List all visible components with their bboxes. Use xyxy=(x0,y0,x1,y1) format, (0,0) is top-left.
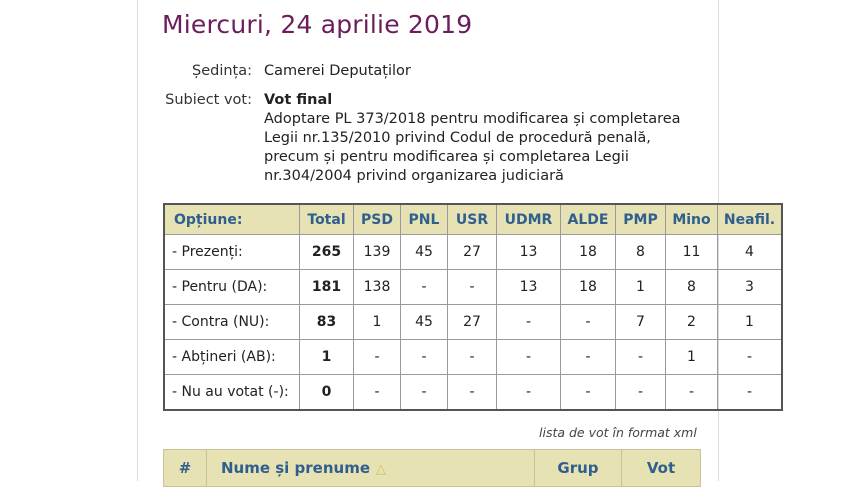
cell-udmr: - xyxy=(497,340,561,375)
cell-alde: - xyxy=(561,375,616,411)
cell-mino: 1 xyxy=(666,340,718,375)
cell-usr: 27 xyxy=(448,235,497,270)
subject-line-2: Legii nr.135/2010 privind Codul de procedură penală, xyxy=(264,130,651,146)
col-header-neafil: Neafil. xyxy=(718,204,783,235)
cell-usr: - xyxy=(448,270,497,305)
col-header-psd: PSD xyxy=(354,204,401,235)
row-option-label: - Contra (NU): xyxy=(164,305,300,340)
cell-neafil: 3 xyxy=(718,270,783,305)
cell-pnl: - xyxy=(401,375,448,411)
cell-pmp: 8 xyxy=(616,235,666,270)
cell-pnl: 45 xyxy=(401,235,448,270)
cell-psd: 1 xyxy=(354,305,401,340)
col-header-total: Total xyxy=(300,204,354,235)
table-row xyxy=(164,235,782,270)
cell-neafil: 4 xyxy=(718,235,783,270)
subject-line-1: Adoptare PL 373/2018 pentru modificarea și completarea xyxy=(264,111,681,127)
cell-total: 83 xyxy=(300,305,354,340)
session-value: Camerei Deputaților xyxy=(264,63,411,79)
col-header-pmp: PMP xyxy=(616,204,666,235)
cell-neafil: - xyxy=(718,340,783,375)
col-header-alde: ALDE xyxy=(561,204,616,235)
cell-pmp: 1 xyxy=(616,270,666,305)
row-option-label: - Pentru (DA): xyxy=(164,270,300,305)
vote-meta xyxy=(140,62,710,196)
cell-total: 265 xyxy=(300,235,354,270)
cell-mino: - xyxy=(666,375,718,411)
page-border-left xyxy=(137,0,138,481)
xml-list-link[interactable]: lista de vot în format xml xyxy=(539,425,697,440)
col-header-option: Opțiune: xyxy=(164,204,300,235)
cell-udmr: 13 xyxy=(497,270,561,305)
table-row xyxy=(164,270,782,305)
cell-pnl: - xyxy=(401,340,448,375)
cell-psd: 138 xyxy=(354,270,401,305)
col-header-name-label: Nume și prenume xyxy=(221,459,371,477)
sort-ascending-icon[interactable]: △ xyxy=(376,462,387,477)
cell-alde: 18 xyxy=(561,235,616,270)
page-title: Miercuri, 24 aprilie 2019 xyxy=(162,10,473,39)
subject-label: Subiect vot: xyxy=(165,92,252,108)
cell-pmp: 7 xyxy=(616,305,666,340)
cell-udmr: - xyxy=(497,305,561,340)
subject-value xyxy=(252,91,710,186)
cell-mino: 11 xyxy=(666,235,718,270)
cell-udmr: 13 xyxy=(497,235,561,270)
row-option-label: - Nu au votat (-): xyxy=(164,375,300,411)
cell-usr: 27 xyxy=(448,305,497,340)
cell-total: 0 xyxy=(300,375,354,411)
cell-neafil: - xyxy=(718,375,783,411)
col-header-number: # xyxy=(164,450,207,487)
subject-line-4: nr.304/2004 privind organizarea judiciară xyxy=(264,168,564,184)
session-row xyxy=(140,62,710,81)
cell-psd: - xyxy=(354,375,401,411)
cell-total: 1 xyxy=(300,340,354,375)
session-label: Ședința: xyxy=(191,63,252,79)
cell-udmr: - xyxy=(497,375,561,411)
table-row xyxy=(164,305,782,340)
col-header-vote[interactable]: Vot xyxy=(622,450,701,487)
row-option-label: - Prezenți: xyxy=(164,235,300,270)
results-header-row xyxy=(164,204,782,235)
cell-pmp: - xyxy=(616,375,666,411)
row-option-label: - Abțineri (AB): xyxy=(164,340,300,375)
table-row xyxy=(164,375,782,411)
cell-psd: 139 xyxy=(354,235,401,270)
cell-total: 181 xyxy=(300,270,354,305)
cell-pmp: - xyxy=(616,340,666,375)
cell-usr: - xyxy=(448,340,497,375)
cell-mino: 2 xyxy=(666,305,718,340)
cell-pnl: - xyxy=(401,270,448,305)
vote-type: Vot final xyxy=(264,92,333,108)
cell-mino: 8 xyxy=(666,270,718,305)
subject-line-3: precum și pentru modificarea și completarea Legii xyxy=(264,149,629,165)
cell-alde: 18 xyxy=(561,270,616,305)
cell-alde: - xyxy=(561,305,616,340)
col-header-group[interactable]: Grup xyxy=(535,450,622,487)
table-row xyxy=(164,340,782,375)
col-header-usr: USR xyxy=(448,204,497,235)
cell-alde: - xyxy=(561,340,616,375)
cell-pnl: 45 xyxy=(401,305,448,340)
vote-results-table xyxy=(163,203,783,411)
subject-row xyxy=(140,91,710,186)
col-header-udmr: UDMR xyxy=(497,204,561,235)
col-header-pnl: PNL xyxy=(401,204,448,235)
cell-usr: - xyxy=(448,375,497,411)
cell-psd: - xyxy=(354,340,401,375)
deputies-list-header xyxy=(163,449,701,487)
col-header-mino: Mino xyxy=(666,204,718,235)
cell-neafil: 1 xyxy=(718,305,783,340)
